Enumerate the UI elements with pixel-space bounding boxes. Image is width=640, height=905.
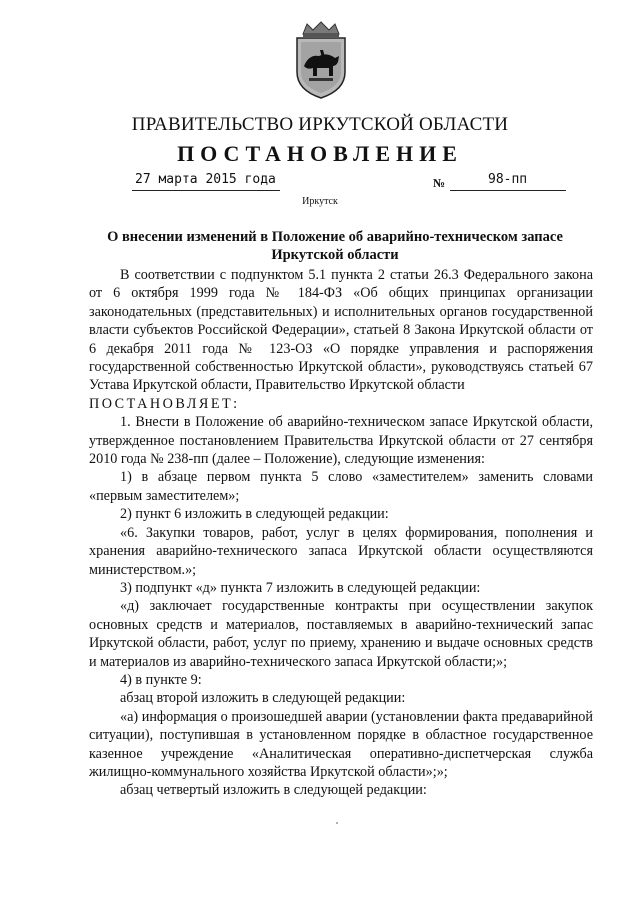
body-paragraph: абзац четвертый изложить в следующей редакции: [120, 782, 427, 799]
document-title: О внесении изменений в Положение об аварийно-техническом запасе Иркутской области [107, 229, 563, 263]
coat-of-arms-icon [289, 20, 353, 100]
body-paragraph: «6. Закупки товаров, работ, услуг в целях формирования, пополнения и хранения аварийно-технического запаса Иркутской области осуществляются министерством.»; [89, 524, 593, 578]
number-label: № [433, 176, 446, 190]
body-paragraph: 1. Внести в Положение об аварийно-техническом запасе Иркутской области, утвержденное постановлением Правительства Иркутской области от 27 сентября 2010 года № 238-пп (далее – Положение), следующие изменения: [89, 414, 593, 468]
decree-word: ПОСТАНОВЛЯЕТ: [89, 395, 240, 412]
body-paragraph: 2) пункт 6 изложить в следующей редакции: [120, 506, 389, 523]
body-paragraph: 3) подпункт «д» пункта 7 изложить в следующей редакции: [120, 579, 481, 596]
body-paragraph: 1) в абзаце первом пункта 5 слово «заместителем» заменить словами «первым заместителем»; [89, 469, 593, 504]
document-number: 98-пп [488, 172, 528, 187]
city-name: Иркутск [302, 196, 338, 207]
document-date: 27 марта 2015 года [135, 172, 276, 187]
organization-name: ПРАВИТЕЛЬСТВО ИРКУТСКОЙ ОБЛАСТИ [131, 114, 509, 135]
number-underline [450, 190, 566, 191]
body-paragraph: 4) в пункте 9: [120, 671, 202, 688]
document-type: ПОСТАНОВЛЕНИЕ [177, 141, 463, 166]
body-paragraph: «а) информация о произошедшей аварии (установлении факта предаварийной ситуации), поступившая в установленном порядке в областное государственное казенное учреждение «Аналитическая оперативно-диспетчерская служба жилищно-коммунального хозяйства Иркутской области»;»; [89, 708, 593, 780]
scan-speck [336, 822, 338, 824]
preamble-paragraph: В соответствии с подпунктом 5.1 пункта 2 статьи 26.3 Федерального закона от 6 октября 1999 года № 184-ФЗ «Об общих принципах организации законодательных (представительных) и исполнительных органов государственной власти субъектов Российской Федерации», статьей 8 Закона Иркутской области от 6 декабря 2011 года № 123-ОЗ «О порядке управления и распоряжения государственной собственностью Иркутской области», руководствуясь статьей 67 Устава Иркутской области, Правительство Иркутской области [89, 267, 593, 394]
body-paragraph: абзац второй изложить в следующей редакции: [120, 690, 406, 707]
document-body [89, 266, 593, 800]
body-paragraph: «д) заключает государственные контракты при осуществлении закупок основных средств и материалов, поставляемых в аварийно-технический запас Иркутской области, работ, услуг по приему, хранению и выдаче основных средств и материалов из аварийно-технического запаса Иркутской области;»; [89, 598, 593, 670]
date-underline [132, 190, 280, 191]
